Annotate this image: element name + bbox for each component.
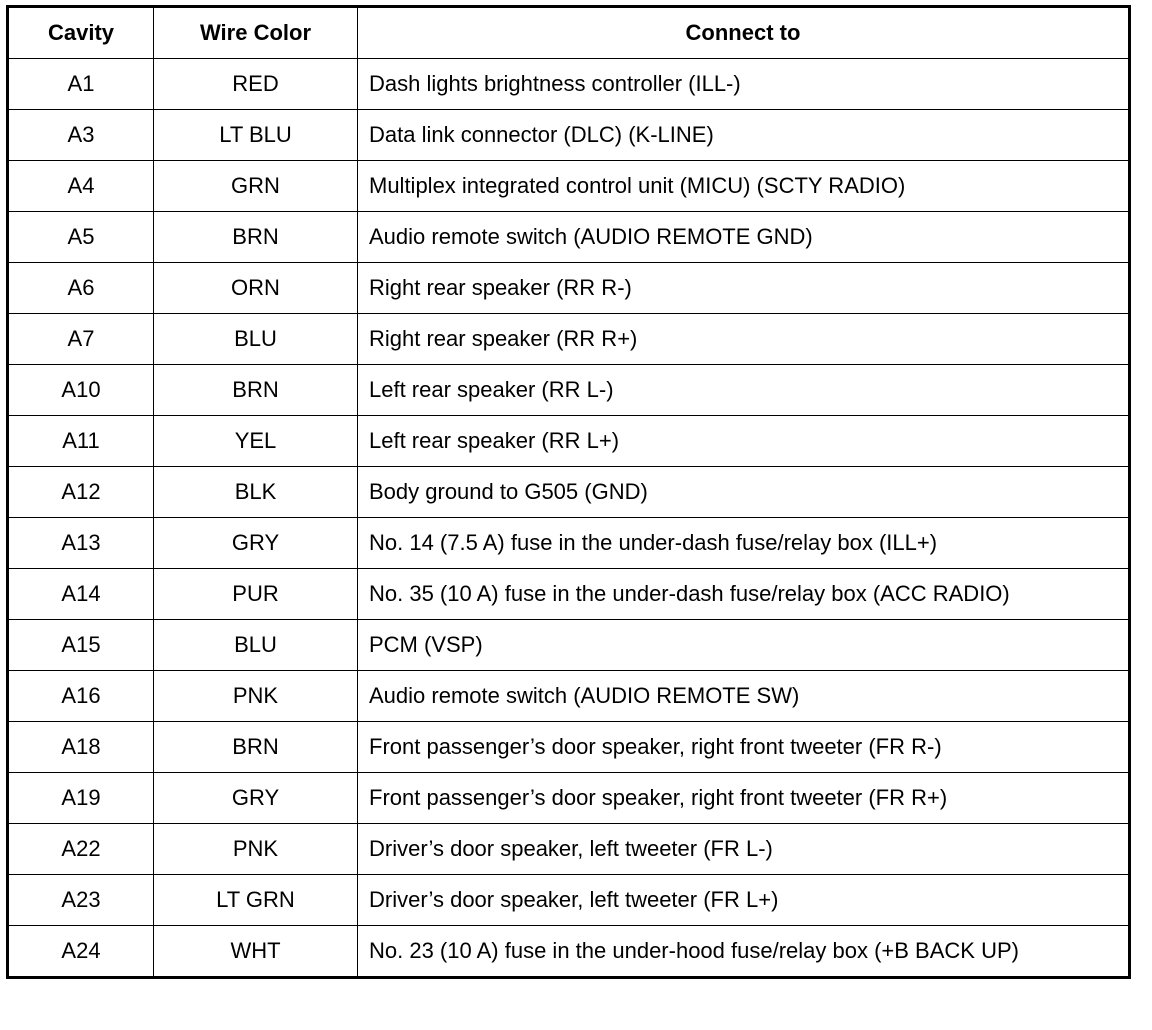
wire-color-cell: BRN xyxy=(154,212,358,263)
connect-to-cell: Left rear speaker (RR L+) xyxy=(358,416,1130,467)
wire-color-cell: YEL xyxy=(154,416,358,467)
wire-color-cell: GRY xyxy=(154,773,358,824)
connect-to-cell: Audio remote switch (AUDIO REMOTE GND) xyxy=(358,212,1130,263)
wire-color-cell: BRN xyxy=(154,365,358,416)
wire-color-cell: PNK xyxy=(154,824,358,875)
table-row xyxy=(8,875,1130,926)
header-cavity: Cavity xyxy=(8,7,154,59)
header-connect-to: Connect to xyxy=(358,7,1130,59)
wire-connection-table xyxy=(6,5,1131,979)
cavity-cell: A23 xyxy=(8,875,154,926)
cavity-cell: A22 xyxy=(8,824,154,875)
table-body xyxy=(8,59,1130,978)
table-row xyxy=(8,416,1130,467)
wire-color-cell: GRN xyxy=(154,161,358,212)
table-row xyxy=(8,518,1130,569)
header-wire-color: Wire Color xyxy=(154,7,358,59)
cavity-cell: A24 xyxy=(8,926,154,978)
table-header xyxy=(8,7,1130,59)
connect-to-cell: Driver’s door speaker, left tweeter (FR L+) xyxy=(358,875,1130,926)
table-row xyxy=(8,773,1130,824)
connect-to-cell: No. 23 (10 A) fuse in the under-hood fuse/relay box (+B BACK UP) xyxy=(358,926,1130,978)
wire-color-cell: BLU xyxy=(154,620,358,671)
connect-to-cell: Driver’s door speaker, left tweeter (FR L-) xyxy=(358,824,1130,875)
cavity-cell: A6 xyxy=(8,263,154,314)
connect-to-cell: Left rear speaker (RR L-) xyxy=(358,365,1130,416)
table-row xyxy=(8,926,1130,978)
table-row xyxy=(8,59,1130,110)
connect-to-cell: No. 14 (7.5 A) fuse in the under-dash fuse/relay box (ILL+) xyxy=(358,518,1130,569)
cavity-cell: A5 xyxy=(8,212,154,263)
table-row xyxy=(8,620,1130,671)
wire-color-cell: RED xyxy=(154,59,358,110)
cavity-cell: A4 xyxy=(8,161,154,212)
wire-color-cell: BLU xyxy=(154,314,358,365)
cavity-cell: A11 xyxy=(8,416,154,467)
table-row xyxy=(8,161,1130,212)
wire-color-cell: LT BLU xyxy=(154,110,358,161)
cavity-cell: A7 xyxy=(8,314,154,365)
cavity-cell: A13 xyxy=(8,518,154,569)
connect-to-cell: Dash lights brightness controller (ILL-) xyxy=(358,59,1130,110)
cavity-cell: A16 xyxy=(8,671,154,722)
connect-to-cell: No. 35 (10 A) fuse in the under-dash fuse/relay box (ACC RADIO) xyxy=(358,569,1130,620)
connect-to-cell: Audio remote switch (AUDIO REMOTE SW) xyxy=(358,671,1130,722)
connect-to-cell: Front passenger’s door speaker, right front tweeter (FR R+) xyxy=(358,773,1130,824)
table-row xyxy=(8,467,1130,518)
connect-to-cell: PCM (VSP) xyxy=(358,620,1130,671)
table-row xyxy=(8,365,1130,416)
connect-to-cell: Multiplex integrated control unit (MICU) (SCTY RADIO) xyxy=(358,161,1130,212)
wire-color-cell: BLK xyxy=(154,467,358,518)
wire-color-cell: WHT xyxy=(154,926,358,978)
connect-to-cell: Body ground to G505 (GND) xyxy=(358,467,1130,518)
cavity-cell: A3 xyxy=(8,110,154,161)
table-row xyxy=(8,314,1130,365)
wire-color-cell: PUR xyxy=(154,569,358,620)
table-row xyxy=(8,671,1130,722)
cavity-cell: A14 xyxy=(8,569,154,620)
cavity-cell: A19 xyxy=(8,773,154,824)
table-row xyxy=(8,722,1130,773)
table-row xyxy=(8,212,1130,263)
table-row xyxy=(8,110,1130,161)
wire-color-cell: BRN xyxy=(154,722,358,773)
cavity-cell: A12 xyxy=(8,467,154,518)
cavity-cell: A18 xyxy=(8,722,154,773)
wire-color-cell: PNK xyxy=(154,671,358,722)
table-row xyxy=(8,824,1130,875)
table-row xyxy=(8,569,1130,620)
connect-to-cell: Right rear speaker (RR R+) xyxy=(358,314,1130,365)
wire-color-cell: ORN xyxy=(154,263,358,314)
cavity-cell: A10 xyxy=(8,365,154,416)
cavity-cell: A15 xyxy=(8,620,154,671)
wire-color-cell: LT GRN xyxy=(154,875,358,926)
connect-to-cell: Front passenger’s door speaker, right front tweeter (FR R-) xyxy=(358,722,1130,773)
wire-color-cell: GRY xyxy=(154,518,358,569)
connect-to-cell: Right rear speaker (RR R-) xyxy=(358,263,1130,314)
cavity-cell: A1 xyxy=(8,59,154,110)
header-row xyxy=(8,7,1130,59)
connect-to-cell: Data link connector (DLC) (K-LINE) xyxy=(358,110,1130,161)
table-row xyxy=(8,263,1130,314)
